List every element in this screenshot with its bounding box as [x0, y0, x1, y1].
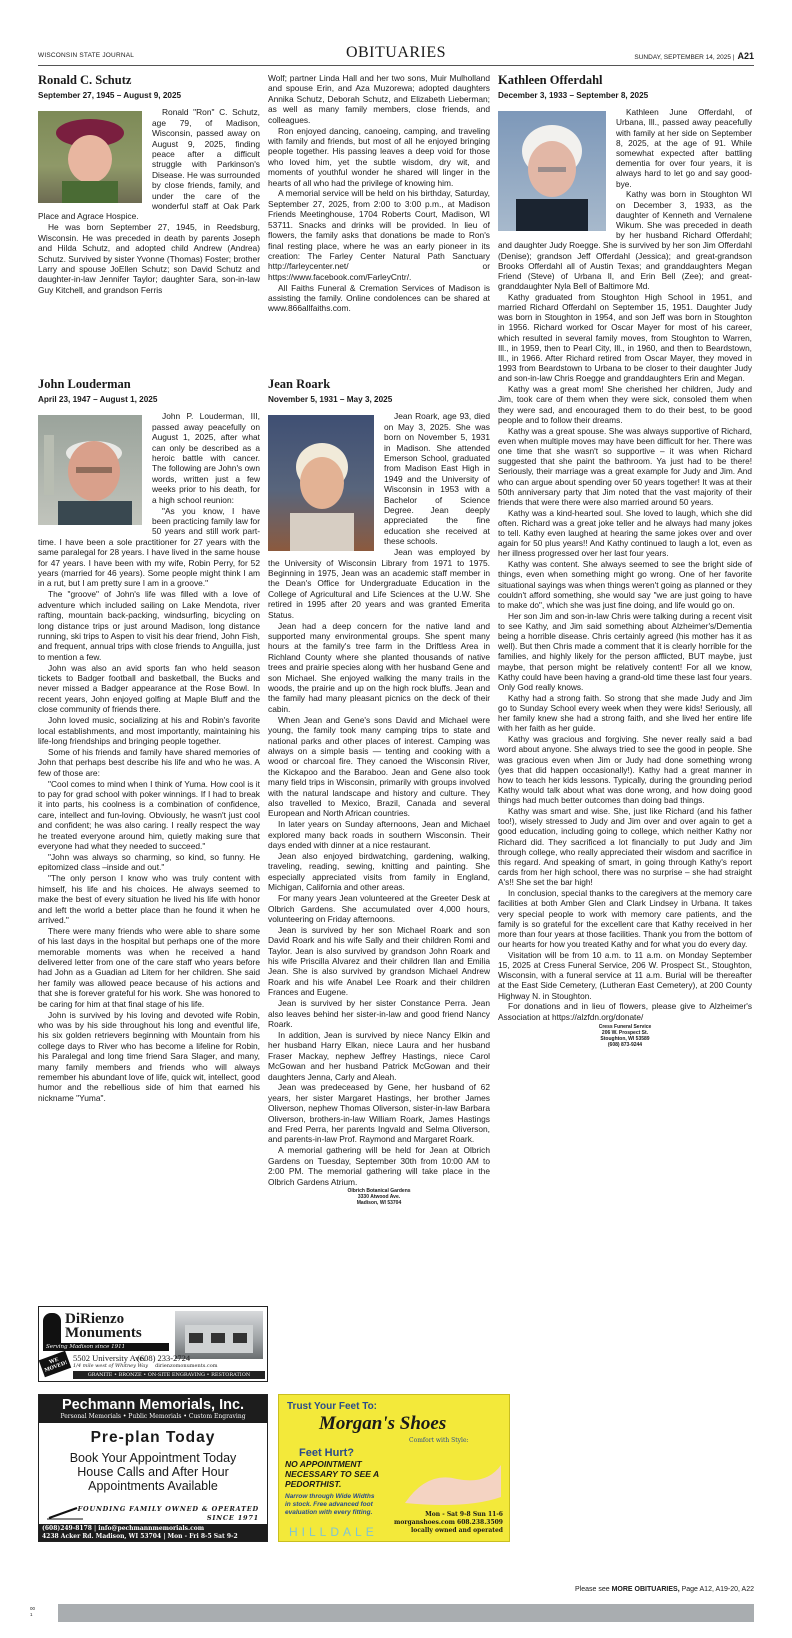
brand-name-2: Monuments	[65, 1325, 142, 1341]
obit-paragraph: Kathy was born in Stoughton WI on December 3, 1933, as the daughter of Kenneth and Vernalene Wikum. She was preceded in death by her husband Richard Offerdahl; and daughter Judy Roegge. She is survived by her son Jim Offerdahl (Denise); grandson Jeff Offerdahl (Jessica); and great-grandson Brooks Offerdahl all of Austin Texas; and granddaughters Megan Friend (Steve) of Urbana Il, and Erin Bell (Zee); and great-granddaughter Nyla Bell of Baltimore Md.	[498, 189, 752, 292]
ad-dirienzo-monuments[interactable]	[38, 1306, 268, 1382]
obituary-schutz	[38, 73, 260, 296]
issue-date: SUNDAY, SEPTEMBER 14, 2025 | A21	[634, 51, 754, 61]
obit-paragraph: John P. Louderman, III, passed away peacefully on August 1, 2025, after what can only be described as a heroic battle with cancer. The following are John's own words, written just a few weeks prior to his death, for a high school reunion:	[152, 411, 260, 505]
obit-paragraph: Her son Jim and son-in-law Chris were talking during a recent visit to see Kathy, and Jim said something about Alzheimer's/Dementia being a horrible disease. Chris certainly agreed (his mother has it as well). But then Chris made a comment that it is clearly horrible for the families, and highly likely for the person afflicted, BUT maybe, just maybe, that person might be relatively content! For all we know, Kathy could have been having a grand-old time these last four years. Only God really knows.	[498, 610, 752, 693]
ad-subtitle: Personal Memorials • Public Memorials • Custom Engraving	[60, 1413, 246, 1420]
obit-paragraph: The "groove" of John's life was filled with a love of adventure which included sailing on Lake Mendota, river rafting, mountain back-packing, windsurfing, bicycling on long distance trips or just around Madison, long distance running, ski trips to Aspen to visit his dear friend, John Fish, and frequent, annual trips with close friends to Anguilla, just to mention a few.	[38, 589, 260, 662]
portrait-photo	[38, 111, 142, 203]
obit-name: Kathleen Offerdahl	[498, 73, 603, 87]
page-number: A21	[737, 51, 754, 61]
ad-copy-small: Narrow through Wide Widths in stock. Free advanced foot evaluation with every fitting.	[285, 1493, 375, 1516]
newspaper-name: WISCONSIN STATE JOURNAL	[38, 52, 135, 59]
ad-copy: NO APPOINTMENT NECESSARY TO SEE A PEDORTHIST.	[285, 1459, 380, 1489]
since-text: SINCE 1971	[206, 1514, 259, 1522]
obit-paragraph: Kathy was a kind-hearted soul. She loved to laugh, which she did often. Richard was a great joke teller and he always had many jokes to tell. Kathy even laughed at hearing the same jokes over and over again for 50 plus years!! And Kathy continued to laugh a lot, even as her illness progressed over her last four years.	[498, 507, 752, 559]
obit-paragraph: Kathy graduated from Stoughton High School in 1951, and married Richard Offerdahl on September 15, 1951. Daughter Judy was born in Stoughton in 1954, and son Jeff was born in Stoughton in 1956. Richard worked for Oscar Mayer for most of his career, which resulted in several family moves, from Stoughton to Warren, Ill., in 1959, then to Pearl City, Ill., in 1960, and then to Beardstown, Ill., in 1966. After Richard retired from Oscar Mayer, they moved in 1993 from Beardstown to Urbana to be closer to their daughter Judy and son-in-law Chris Roegge and granddaughters Erin and Megan.	[498, 291, 752, 384]
obit-paragraph: Ron enjoyed dancing, canoeing, camping, and traveling with family and friends, but most of all he enjoyed bringing people together. His passing leaves a deep void for those who loved him, yet the subtle wisdom, dry wit, and moments of youthful wonder he shared will linger in the hearts of all who had the privilege of knowing him.	[268, 125, 490, 188]
obit-paragraph: Ronald "Ron" C. Schutz, age 79, of Madison, Wisconsin, passed away on August 9, 2025, finding peace after a difficult struggle with Parkinson's Disease. He was surrounded by close friends, family, and under the care of the wonderful staff at Oak Park Place and Agrace Hospice.	[38, 107, 260, 222]
brand-logo: Morgan's Shoes	[319, 1413, 447, 1434]
obit-paragraph: John loved music, socializing at his and Robin's favorite local establishments, and most importantly, maintaining his life-long friendships and bringing people together.	[38, 715, 260, 746]
dirienzo-logo-box	[43, 1311, 169, 1351]
obit-paragraph: In later years on Sunday afternoons, Jean and Michael explored many back roads in southern Wisconsin. Their days ended with dinner at a nice restaurant.	[268, 819, 490, 851]
obit-paragraph: John is survived by his loving and devoted wife Robin, who was by his side throughout his long and eventful life, his six golden retrievers beginning with Mountain from his college days to River who has become a lifeline for Robin, his Paralegal and long time friend Sara Slager, and many, many family members and friends who will always remember his abundant love of life, quick wit, intellect, good humor and the rebellious side of him that earned his nickname "Yuma".	[38, 1009, 260, 1103]
masthead	[38, 44, 754, 66]
obit-paragraph: Kathy was a great spouse. She was always supportive of Richard, even when multiple moves may have been difficult for her. There was one time that she wasn't so supportive – it was when Richard suggested that she paint the bathroom. Ya just had to be there! Seriously, their marriage was a great example for Judy and Jim. And who can argue about spending over 50 years together! It was at their 50th anniversary party that Jim noted that the vast majority of their friends that were there were also married around 50 years.	[498, 425, 752, 507]
obit-paragraph: Jean Roark, age 93, died on May 3, 2025. She was born on November 5, 1931 in Madison. She attended Emerson School, graduated from Madison East High in 1949 and the University of Wisconsin in 1953 with a Bachelor of Science Degree. Jean deeply appreciated the fine education she received at these schools.	[384, 411, 490, 547]
contact-line: 4238 Acker Rd. Madison, WI 53704 | Mon - Fri 8-5 Sat 9-2	[42, 1532, 238, 1540]
mall-name: HILLDALE	[289, 1525, 378, 1539]
we-moved-badge: WE MOVED!	[39, 1351, 71, 1377]
obit-paragraph: In conclusion, special thanks to the caregivers at the memory care facilities at both Amber Glen and Clark Lindsey in Urbana. It takes very special people to work with memory care patients, and the family is so grateful for the excellent care that Kathy received in her more than four years at those facilities. Thank you from the bottom of our hearts for how you treated Kathy and for what you do every day.	[498, 888, 752, 950]
ad-header	[39, 1395, 267, 1423]
obit-paragraph: Kathy was a great mom! She cherished her children, Judy and Jim, took care of them when they were sick, consoled them when they were sad, and encouraged them to do their best, to be good people and to follow their dreams.	[498, 384, 752, 425]
obit-paragraph: A memorial gathering will be held for Jean at Olbrich Gardens on Tuesday, September 30th from 10:00 AM to 2:00 PM. The memorial gathering will take place in the Olbrich Gardens Atrium.	[268, 1145, 490, 1187]
obituary-offerdahl	[498, 73, 752, 1048]
obit-paragraph: Kathy had a strong faith. So strong that she made Judy and Jim go to Sunday School every week when they were kids! Seriously, all her family knew she had a strong faith, and she lived her entire life with her faith as her guide.	[498, 692, 752, 734]
obit-paragraph: Kathy was smart and wise. She, just like Richard (and his father too!), wisely stressed to Judy and Jim over and over again to get a good education, including going to college, which neither Kathy nor Richard did. They sacrificed a lot financially to put Judy and Jim through college, who really appreciated their wisdom and sacrifice in this regard. And speaking of smart, in going through Kathy's report cards from her high school, there was no surprise – she had straight A's!! She set the bar high!	[498, 806, 752, 888]
obit-dates: September 27, 1945 – August 9, 2025	[38, 91, 182, 100]
obit-paragraph: Kathy was content. She always seemed to see the bright side of things, even when something might go wrong. One of her favorite situational sayings was when things weren't going as planned or they couldn't afford something, she would say "we are just going to have to make do", which she was just fine doing, and life would go on.	[498, 559, 752, 610]
portrait-photo	[268, 415, 374, 551]
trust-line: Trust Your Feet To:	[287, 1401, 378, 1412]
portrait-photo	[38, 415, 142, 525]
phone: (608) 233-2724	[137, 1353, 191, 1363]
funeral-home-address: Olbrich Botanical Gardens 3330 Atwood Ave. Madison, WI 53704	[347, 1187, 411, 1206]
print-code: 00 1	[30, 1606, 36, 1617]
obit-name: Jean Roark	[268, 377, 331, 391]
obit-paragraph: Jean is survived by her son Michael Roark and son David Roark and his wife Sally and their children Romi and Taylor. Jean is also survived by grandson John Roark and his wife Priscilla Alvarez and their children Ilan and Emilia Jean. She is also survived by grandson Michael Andrew Roark and his wife Anabel Lee Roark and their children Frances and Eugene.	[268, 924, 490, 998]
ad-morgans-shoes[interactable]	[278, 1394, 510, 1542]
tagline: Serving Madison since 1911	[43, 1343, 169, 1351]
contact-bar	[39, 1524, 267, 1541]
obit-paragraph: For donations and in lieu of flowers, please give to Alzheimer's Association at https://alzfdn.org/donate/	[498, 1001, 752, 1022]
obit-paragraph: Jean had a deep concern for the native land and supported many environmental groups. She spent many hours at the family's tree farm in the Driftless Area in Richland County where she planted thousands of native trees and prairie species along with her husband Gene and son Michael. She enjoyed walking the many trails in the woods, the prairie and up on the high rock bluffs. Jean and the family had many pleasant picnics on the deck of their cabin.	[268, 620, 490, 714]
obit-paragraph: Jean is survived by her sister Constance Perra. Jean also leaves behind her sister-in-law and good friend Nancy Roark.	[268, 998, 490, 1029]
owned-text: FOUNDING FAMILY OWNED & OPERATED	[77, 1505, 259, 1513]
obit-paragraph: Jean was predeceased by Gene, her husband of 62 years, her sister Margaret Hastings, her brother James Oliverson, nephew Thomas Oliverson, sister-in-law Barbara Oliverson, brothers-in-law William Roark, James Hastings and Fred Perra, her parents Ingvald and Selma Oliverson, and parents-in-law Prof. Raymond and Margaret Roark.	[268, 1082, 490, 1145]
ad-line: House Calls and After Hour	[77, 1465, 229, 1479]
obit-paragraph: "Cool comes to mind when I think of Yuma. How cool is it to pay for grad school with poker winnings. If I had to break it into parts, his coolness is a combination of confidence, care, intellect and fun-loving. Obviously, he wasn't just cool and confident; he was also caring. I really respect the way he treated everyone around him, quietly making sure that everyone had what they needed to succeed."	[38, 778, 260, 852]
portrait-photo	[498, 111, 606, 231]
obituary-roark	[268, 377, 490, 1206]
obituary-louderman	[38, 377, 260, 1104]
ad-pechmann-memorials[interactable]	[38, 1394, 268, 1542]
foot-image	[397, 1451, 505, 1511]
obit-name: John Louderman	[38, 377, 131, 391]
locally-owned: locally owned and operated	[411, 1527, 503, 1534]
website[interactable]: dirienzomonuments.com	[155, 1363, 218, 1369]
ad-title: Pechmann Memorials, Inc.	[61, 1397, 245, 1413]
headline: Pre-plan Today	[90, 1429, 216, 1446]
monument-icon	[43, 1313, 61, 1343]
section-title: OBITUARIES	[345, 44, 447, 61]
ad-line: Book Your Appointment Today	[69, 1451, 237, 1465]
ad-question: Feet Hurt?	[299, 1447, 354, 1459]
obit-paragraph: There were many friends who were able to share some of his last days in the hospital but perhaps one of the more memorable moments was when he received a hand delivered letter from one of the care staff who years before had John as a Guadian ad Litem for her children. She said her family was allowed peace because of his actions and that she is forever grateful for his work. She was honored to be caring for him at that final stage of his life.	[38, 925, 260, 1009]
obit-paragraph: He was born September 27, 1945, in Reedsburg, Wisconsin. He was preceded in death by parents Joseph and Hilda Schutz, and adopted child Andrew (Andrea) Schutz. Survived by sister Yvonne (Thomas) Foster; brother Larry and spouse JoEllen Schutz; son David Schutz and daughter-in-law Jennifer Taylor; daughter Sara, son-in-law Guy Kitchell, and grandson Ferris	[38, 222, 260, 295]
contact-line[interactable]: (608)249-8178 | info@pechmannmemorials.com	[42, 1525, 205, 1532]
hours: Mon - Sat 9-8 Sun 11-6	[425, 1511, 503, 1518]
obit-paragraph: Kathy was gracious and forgiving. She never really said a bad word about anyone. She always tried to see the good in people. She was gracious even when Jim or Judy had done something wrong (yes that did happen occasionally!). Kathy had a great manner in how to teach her kids lessons. Typically, during the grounding period Kathy would talk about what was done wrong, and how doing good things had much better outcomes than doing bad things.	[498, 734, 752, 806]
funeral-home-address: Cress Funeral Service 206 W. Prospect St. Stoughton, WI 53589 (608) 873-9244	[598, 1023, 652, 1048]
services-strip: GRANITE • BRONZE • ON-SITE ENGRAVING • RESTORATION	[73, 1371, 265, 1379]
brand-tagline: Comfort with Style:	[409, 1437, 469, 1444]
obit-paragraph: A memorial service will be held on his birthday, Saturday, September 27, 2025, from 2:00 to 3:00 p.m., at Madison Friends Meetinghouse, 1704 Roberts Court, Madison, WI 53711. Snacks and drinks will be provided. In lieu of flowers, the family asks that donations be made to Ron's final resting place, where he was an early pioneer in its creation: The Farley Center Natural Path Sanctuary http://farleycenter.net/ or https://www.facebook.com/FarleyCntr/.	[268, 188, 490, 282]
obit-paragraph: Kathleen June Offerdahl, of Urbana, Ill., passed away peacefully with family at her side on September 8, 2025, at the age of 91. While somewhat expected after battling dementia for over four years, it is always hard to let go and say good-bye.	[616, 107, 752, 189]
website-phone[interactable]: morganshoes.com 608.238.3509	[393, 1519, 503, 1526]
obit-paragraph: Jean also enjoyed birdwatching, gardening, walking, traveling, reading, sewing, knitting and painting. She especially appreciated visits from family in England, Michigan, California and other areas.	[268, 850, 490, 893]
obit-paragraph: "The only person I know who was truly content with himself, his life and his choices. He always seemed to make the best of every situation he lived his life with honor and left the world a better place than he found it when he arrived."	[38, 873, 260, 925]
obit-paragraph: Some of his friends and family have shared memories of John that perhaps best describe his life and who he was. A few of those are:	[38, 746, 260, 778]
obit-dates: November 5, 1931 – May 3, 2025	[268, 395, 393, 404]
obit-paragraph: Jean was employed by the University of Wisconsin Library from 1971 to 1975. Beginning in 1975, Jean was an academic staff member in the Dean's Office for Undergraduate Education in the College of Agricultural and Life Sciences at the U.W. She retired in 1995 after 20 years and was granted Emerita Status.	[268, 547, 490, 620]
obit-paragraph: All Faiths Funeral & Cremation Services of Madison is assisting the family. Online condolences can be shared at www.866allfaiths.com.	[268, 282, 490, 314]
obit-dates: December 3, 1933 – September 8, 2025	[498, 91, 649, 100]
directions-note: 1/4 mile west of Whitney Way	[73, 1363, 149, 1369]
building-photo	[175, 1311, 263, 1359]
obit-dates: April 23, 1947 – August 1, 2025	[38, 395, 158, 404]
footer-bar	[58, 1604, 754, 1622]
obit-paragraph: For many years Jean volunteered at the Greeter Desk at Olbrich Gardens. She accumulated over 4,000 hours, volunteering on Friday afternoons.	[268, 893, 490, 924]
obit-paragraph: John was also an avid sports fan who held season tickets to Badger football and basketball, the Bucks and never missed a Badger appearance at the Rose Bowl. In recent years, John enjoyed golfing at Maple Bluff and the close community of friends there.	[38, 662, 260, 715]
obit-paragraph: Visitation will be from 10 a.m. to 11 a.m. on Monday September 15, 2025 at Cress Funeral Service, 206 W. Prospect St., Stoughton, Wisconsin, with a funeral service at 11 a.m. Burial will be thereafter at the East Side Cemetery, (Lutheran East Cemetery), at 200 County Highway N. in Stoughton.	[498, 949, 752, 1001]
address: 5502 University Ave.	[73, 1353, 146, 1363]
obit-paragraph: "John was always so charming, so kind, so funny. He epitomized class –inside and out."	[38, 851, 260, 873]
more-obituaries-note[interactable]: Please see MORE OBITUARIES, Page A12, A19-20, A22	[575, 1586, 754, 1593]
obit-paragraph: Wolf; partner Linda Hall and her two sons, Muir Mulholland and spouse Erin, and Aza Muzorewa; adopted daughters Annika Schutz, Deborah Schutz, and Elizabeth Lieberman; as well as many family members, close friends, and colleagues.	[268, 73, 490, 125]
obit-paragraph: "As you know, I have been practicing family law for 50 years and still work part-time. I have been a sole practitioner for 27 years with the same paralegal for 28 years. I have lived in the same house for 47 years. I have been with my wife, Robin Perry, for 52 years (married for 46 years). Some people might think I am in a rut, but I am pretty sure I am in a groove."	[38, 505, 260, 589]
obituary-schutz-continued	[268, 73, 490, 314]
brand-name: DiRienzo	[65, 1311, 125, 1327]
obit-paragraph: In addition, Jean is survived by niece Nancy Elkin and her husband Harry Elkan, niece Laura and her husband Fraser Mackay, nephew Jeffrey Hastings, niece Carol McGowan and her husband Patrick McGowan and their daughters Jenna, Carly and Aleah.	[268, 1029, 490, 1082]
obit-name: Ronald C. Schutz	[38, 73, 132, 87]
ad-line: Appointments Available	[88, 1479, 218, 1493]
obit-paragraph: When Jean and Gene's sons David and Michael were young, the family took many camping trips to state and national parks and other places of interest. Camping was always on a simple basis — tenting and cooking with a wood or charcoal fire. They canoed the Wisconsin River, the Kickapoo and the Baraboo. Jean and Gene also took many field trips in Wisconsin, primarily with groups involved with the natural landscape and history and culture. They also travelled to Mexico, Brazil, Canada and several European and North African countries.	[268, 714, 490, 819]
